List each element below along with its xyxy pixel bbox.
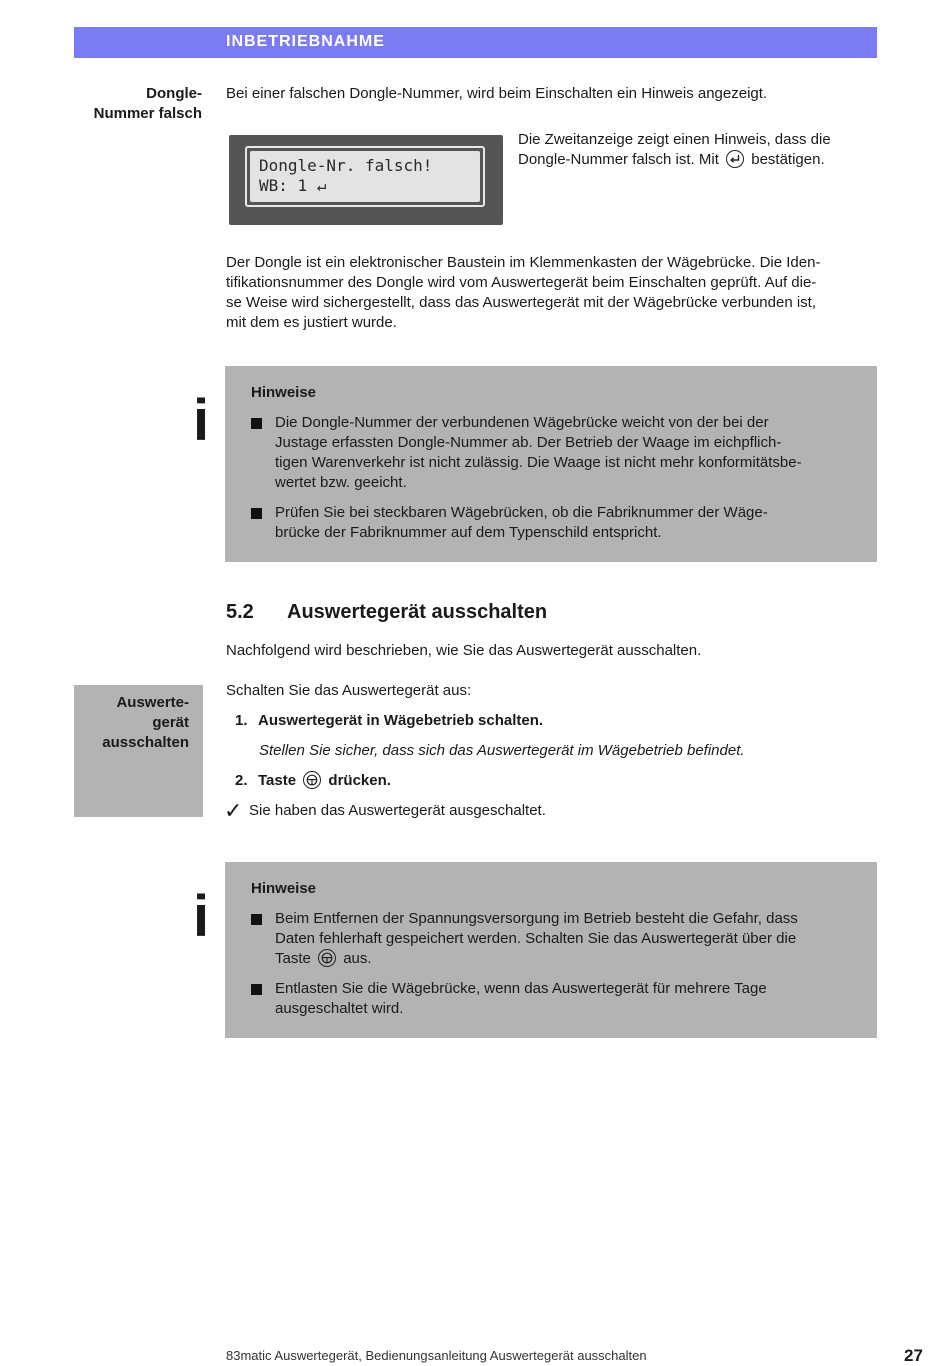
- section-heading: Auswertegerät ausschalten: [287, 601, 548, 623]
- note-bullet: Beim Entfernen der Spannungsversorgung im Betrieb besteht die Gefahr, dass Daten fehlerhaft gespeichert werden. Schalten Sie das Auswertegerät über die Taste aus.: [275, 910, 798, 967]
- side-label-shutdown: Auswerte- gerät ausschalten: [102, 694, 189, 751]
- secondary-display: [229, 135, 503, 225]
- display-description: Die Zweitanzeige zeigt einen Hinweis, dass die Dongle-Nummer falsch ist. Mit bestätigen.: [518, 131, 831, 168]
- step-number-2: 2.: [235, 772, 248, 789]
- display-frame: [245, 146, 485, 207]
- display-line-1: Dongle-Nr. falsch!: [259, 156, 433, 175]
- result-text: Sie haben das Auswertegerät ausgeschaltet.: [249, 802, 546, 819]
- footer-text: 83matic Auswertegerät, Bedienungsanleitung Auswertegerät ausschalten: [226, 1348, 647, 1363]
- note-bullet: Prüfen Sie bei steckbaren Wägebrücken, ob die Fabriknummer der Wäge- brücke der Fabriknummer auf dem Typenschild entspricht.: [275, 504, 768, 541]
- step-2: Taste drücken.: [258, 772, 391, 789]
- steps-lead: Schalten Sie das Auswertegerät aus:: [226, 682, 472, 699]
- section-intro: Nachfolgend wird beschrieben, wie Sie das Auswertegerät ausschalten.: [226, 642, 702, 659]
- note-bullet: Entlasten Sie die Wägebrücke, wenn das Auswertegerät für mehrere Tage ausgeschaltet wird.: [275, 980, 767, 1017]
- step-1: Auswertegerät in Wägebetrieb schalten.: [258, 712, 544, 729]
- note-box-2: [225, 862, 877, 1038]
- enter-key-icon: [726, 150, 744, 168]
- power-key-icon: [303, 771, 321, 789]
- bullet-square-icon: [251, 418, 262, 429]
- display-line-2: WB: 1 ↵: [259, 176, 327, 195]
- section-number: 5.2: [226, 601, 254, 623]
- note-bullet: Die Dongle-Nummer der verbundenen Wägebrücke weicht von der bei der Justage erfassten Dongle-Nummer ab. Der Betrieb der Waage im eichpflich- tigen Warenverkehr ist nicht zulässig. Die Waage ist nicht mehr konformitätsbe- wertet bzw. geeicht.: [275, 414, 802, 491]
- bullet-square-icon: [251, 984, 262, 995]
- checkmark-icon: ✓: [224, 798, 243, 823]
- note-title: Hinweise: [251, 880, 317, 897]
- note-title: Hinweise: [251, 384, 317, 401]
- step-1-detail: Stellen Sie sicher, dass sich das Auswertegerät im Wägebetrieb befindet.: [259, 742, 745, 759]
- power-key-icon: [318, 949, 336, 967]
- display-screen: [250, 151, 480, 202]
- side-label-dongle: Dongle- Nummer falsch: [93, 85, 202, 122]
- bullet-square-icon: [251, 508, 262, 519]
- info-icon: i: [193, 884, 210, 949]
- step-number-1: 1.: [235, 712, 248, 729]
- side-label-box: [74, 685, 203, 817]
- section-banner: [74, 27, 877, 58]
- note-box-1: [225, 366, 877, 562]
- section-title: INBETRIEBNAHME: [226, 33, 385, 50]
- dongle-paragraph: Der Dongle ist ein elektronischer Baustein im Klemmenkasten der Wägebrücke. Die Iden- tifikationsnummer des Dongle wird vom Auswertegerät beim Einschalten geprüft. Auf die- se Weise wird sichergestellt, dass das Auswertegerät mit der Wägebrücke verbunden ist, mit dem es justiert wurde.: [226, 254, 821, 331]
- info-icon: i: [193, 388, 210, 453]
- dongle-intro: Bei einer falschen Dongle-Nummer, wird beim Einschalten ein Hinweis angezeigt.: [226, 85, 768, 102]
- page-number: 27: [904, 1346, 923, 1365]
- bullet-square-icon: [251, 914, 262, 925]
